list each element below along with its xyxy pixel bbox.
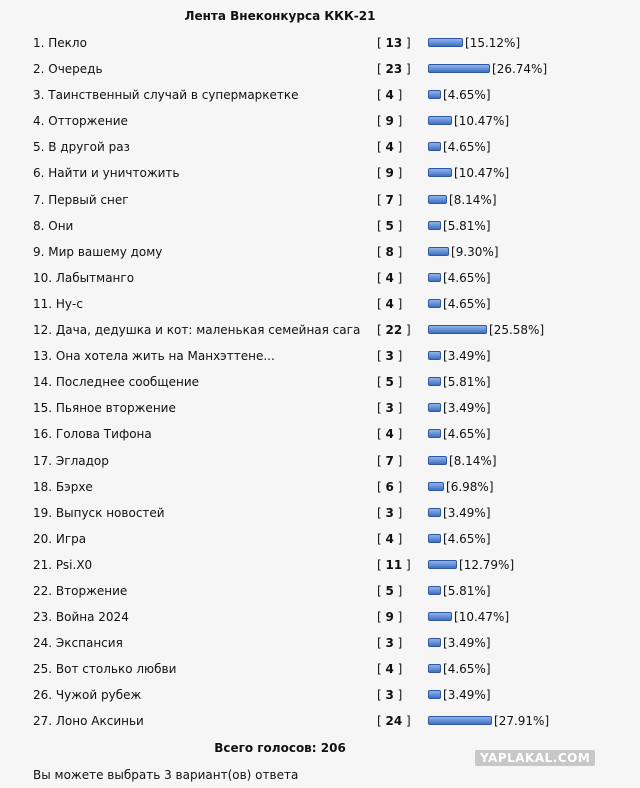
option-label: 20. Игра [33,531,87,546]
vote-count: [ 6 ] [377,479,403,494]
result-percent-value: 26.74% [496,62,543,77]
result-percent-value: 3.49% [447,349,486,364]
option-label: 23. Война 2024 [33,610,129,625]
vote-count-value: 5 [385,583,394,598]
poll-option-row [0,239,640,265]
result-bar [428,429,441,438]
poll-option-row [0,82,640,108]
result-percent: [27.91%] [494,714,550,729]
result-percent-value: 8.14% [453,192,492,207]
result-percent-value: 10.47% [458,114,505,129]
result-percent: [8.14%] [449,453,497,468]
option-label: 21. Psi.X0 [33,557,93,572]
poll-option-row [0,134,640,160]
vote-count-value: 3 [385,401,394,416]
result-percent: [4.65%] [443,140,491,155]
vote-count: [ 7 ] [377,192,403,207]
vote-count-value: 9 [385,114,394,129]
result-bar [428,456,447,465]
option-label: 27. Лоно Аксиньи [33,714,144,729]
option-label: 13. Она хотела жить на Манхэттене... [33,349,275,364]
result-bar [428,247,449,256]
result-percent-value: 4.65% [447,531,486,546]
option-label: 1. Пекло [33,36,87,50]
poll-option-row [0,578,640,604]
vote-count-value: 9 [385,166,394,181]
vote-count: [ 8 ] [377,244,403,259]
poll-option-row [0,630,640,656]
vote-count: [ 5 ] [377,583,403,598]
result-percent-value: 3.49% [447,636,486,651]
result-bar [428,586,441,595]
vote-count: [ 4 ] [377,88,403,103]
result-percent: [4.65%] [443,662,491,677]
vote-count: [ 9 ] [377,610,403,625]
result-bar [428,168,452,177]
result-percent-value: 10.47% [458,166,505,181]
vote-count: [ 24 ] [377,714,411,729]
vote-count-value: 7 [385,192,394,207]
result-percent: [3.49%] [443,505,491,520]
result-percent-value: 15.12% [469,36,516,50]
poll-option-row [0,395,640,421]
result-percent: [4.65%] [443,531,491,546]
result-percent: [15.12%] [465,36,521,50]
result-percent: [10.47%] [454,610,510,625]
option-label: 17. Эгладор [33,453,109,468]
poll-option-row [0,108,640,134]
result-bar [428,325,487,334]
result-percent: [12.79%] [459,557,515,572]
vote-count-value: 4 [385,427,394,442]
result-percent-value: 3.49% [447,401,486,416]
poll-option-row [0,369,640,395]
poll-option-row [0,421,640,447]
poll-option-row [0,526,640,552]
option-label: 14. Последнее сообщение [33,375,200,390]
result-percent-value: 12.79% [463,557,510,572]
result-percent: [9.30%] [451,244,499,259]
choice-note: Вы можете выбрать 3 вариант(ов) ответа [33,768,299,782]
result-bar [428,534,441,543]
poll-option-row [0,317,640,343]
result-percent-value: 10.47% [458,610,505,625]
option-label: 18. Бэрхе [33,479,93,494]
result-percent: [5.81%] [443,375,491,390]
vote-count: [ 4 ] [377,296,403,311]
option-label: 10. Лабытманго [33,270,135,285]
result-percent: [10.47%] [454,166,510,181]
result-bar [428,377,441,386]
vote-count: [ 3 ] [377,688,403,703]
result-percent-value: 4.65% [447,88,486,103]
poll-option-row [0,213,640,239]
result-percent: [4.65%] [443,296,491,311]
result-bar [428,299,441,308]
result-bar [428,90,441,99]
vote-count: [ 4 ] [377,140,403,155]
vote-count-value: 4 [385,88,394,103]
result-percent-value: 6.98% [450,479,489,494]
result-bar [428,664,441,673]
vote-count: [ 11 ] [377,557,411,572]
vote-count-value: 22 [385,323,403,338]
result-percent-value: 5.81% [447,375,486,390]
option-label: 24. Экспансия [33,636,123,651]
vote-count: [ 23 ] [377,62,411,77]
result-bar [428,195,447,204]
result-bar [428,508,441,517]
vote-count-value: 4 [385,270,394,285]
result-bar [428,560,457,569]
vote-count-value: 5 [385,375,394,390]
option-label: 16. Голова Тифона [33,427,152,442]
vote-count-value: 5 [385,218,394,233]
result-percent-value: 4.65% [447,270,486,285]
option-label: 2. Очередь [33,62,103,77]
result-percent: [4.65%] [443,88,491,103]
result-percent-value: 5.81% [447,218,486,233]
vote-count: [ 4 ] [377,531,403,546]
vote-count-value: 23 [385,62,403,77]
result-percent: [3.49%] [443,401,491,416]
poll-option-row [0,682,640,708]
total-votes: Всего голосов: 206 [214,741,346,755]
result-percent-value: 3.49% [447,505,486,520]
vote-count-value: 4 [385,531,394,546]
result-percent: [25.58%] [489,323,545,338]
option-label: 9. Мир вашему дому [33,244,163,259]
result-percent: [10.47%] [454,114,510,129]
vote-count: [ 4 ] [377,427,403,442]
vote-count-value: 3 [385,636,394,651]
result-percent-value: 25.58% [493,323,540,338]
option-label: 5. В другой раз [33,140,130,155]
vote-count-value: 3 [385,505,394,520]
vote-count-value: 6 [385,479,394,494]
result-percent: [5.81%] [443,218,491,233]
result-percent-value: 4.65% [447,427,486,442]
vote-count: [ 7 ] [377,453,403,468]
result-bar [428,351,441,360]
vote-count: [ 5 ] [377,218,403,233]
result-percent-value: 9.30% [455,244,494,259]
poll-option-row [0,656,640,682]
vote-count-value: 3 [385,349,394,364]
poll-option-row [0,30,640,56]
option-label: 15. Пьяное вторжение [33,401,176,416]
option-label: 19. Выпуск новостей [33,505,165,520]
result-percent-value: 4.65% [447,296,486,311]
result-bar [428,38,463,47]
result-bar [428,221,441,230]
vote-count: [ 22 ] [377,323,411,338]
option-label: 25. Вот столько любви [33,662,177,677]
option-label: 7. Первый снег [33,192,129,207]
poll-option-row [0,343,640,369]
vote-count: [ 5 ] [377,375,403,390]
result-percent-value: 27.91% [498,714,545,729]
result-percent: [26.74%] [492,62,548,77]
result-percent-value: 3.49% [447,688,486,703]
vote-count: [ 3 ] [377,636,403,651]
poll-option-row [0,552,640,578]
result-bar [428,690,441,699]
poll-results [0,30,640,735]
poll-title: Лента Внеконкурса ККК-21 [184,9,376,23]
result-percent: [5.81%] [443,583,491,598]
vote-count-value: 24 [385,714,403,729]
result-percent: [6.98%] [446,479,494,494]
vote-count-value: 4 [385,140,394,155]
result-percent-value: 8.14% [453,453,492,468]
site-watermark: YAPLAKAL.COM [475,750,595,766]
result-percent: [8.14%] [449,192,497,207]
result-bar [428,142,441,151]
vote-count: [ 3 ] [377,505,403,520]
result-bar [428,612,452,621]
vote-count-value: 7 [385,453,394,468]
result-bar [428,403,441,412]
option-label: 11. Ну-с [33,296,83,311]
poll-option-row [0,708,640,734]
vote-count: [ 3 ] [377,349,403,364]
vote-count-value: 3 [385,688,394,703]
poll-option-row [0,56,640,82]
result-bar [428,273,441,282]
result-bar [428,638,441,647]
vote-count-value: 4 [385,662,394,677]
vote-count: [ 13 ] [377,36,411,50]
poll-option-row [0,291,640,317]
option-label: 4. Отторжение [33,114,128,129]
result-bar [428,64,490,73]
result-percent-value: 4.65% [447,662,486,677]
result-bar [428,482,444,491]
vote-count: [ 9 ] [377,114,403,129]
vote-count: [ 9 ] [377,166,403,181]
result-percent-value: 4.65% [447,140,486,155]
option-label: 12. Дача, дедушка и кот: маленькая семейная сага [33,323,361,338]
result-percent: [3.49%] [443,349,491,364]
result-percent-value: 5.81% [447,583,486,598]
poll-option-row [0,187,640,213]
poll-option-row [0,265,640,291]
vote-count: [ 4 ] [377,662,403,677]
option-label: 22. Вторжение [33,583,128,598]
poll-option-row [0,604,640,630]
option-label: 3. Таинственный случай в супермаркетке [33,88,299,103]
vote-count: [ 3 ] [377,401,403,416]
vote-count: [ 4 ] [377,270,403,285]
result-percent: [3.49%] [443,636,491,651]
vote-count-value: 9 [385,610,394,625]
vote-count-value: 13 [385,36,403,50]
option-label: 8. Они [33,218,74,233]
poll-option-row [0,474,640,500]
poll-option-row [0,500,640,526]
result-percent: [4.65%] [443,270,491,285]
option-label: 6. Найти и уничтожить [33,166,180,181]
result-percent: [3.49%] [443,688,491,703]
vote-count-value: 4 [385,296,394,311]
result-bar [428,716,492,725]
vote-count-value: 8 [385,244,394,259]
result-bar [428,116,452,125]
result-percent: [4.65%] [443,427,491,442]
poll-option-row [0,160,640,186]
vote-count-value: 11 [385,557,403,572]
poll-option-row [0,448,640,474]
option-label: 26. Чужой рубеж [33,688,142,703]
